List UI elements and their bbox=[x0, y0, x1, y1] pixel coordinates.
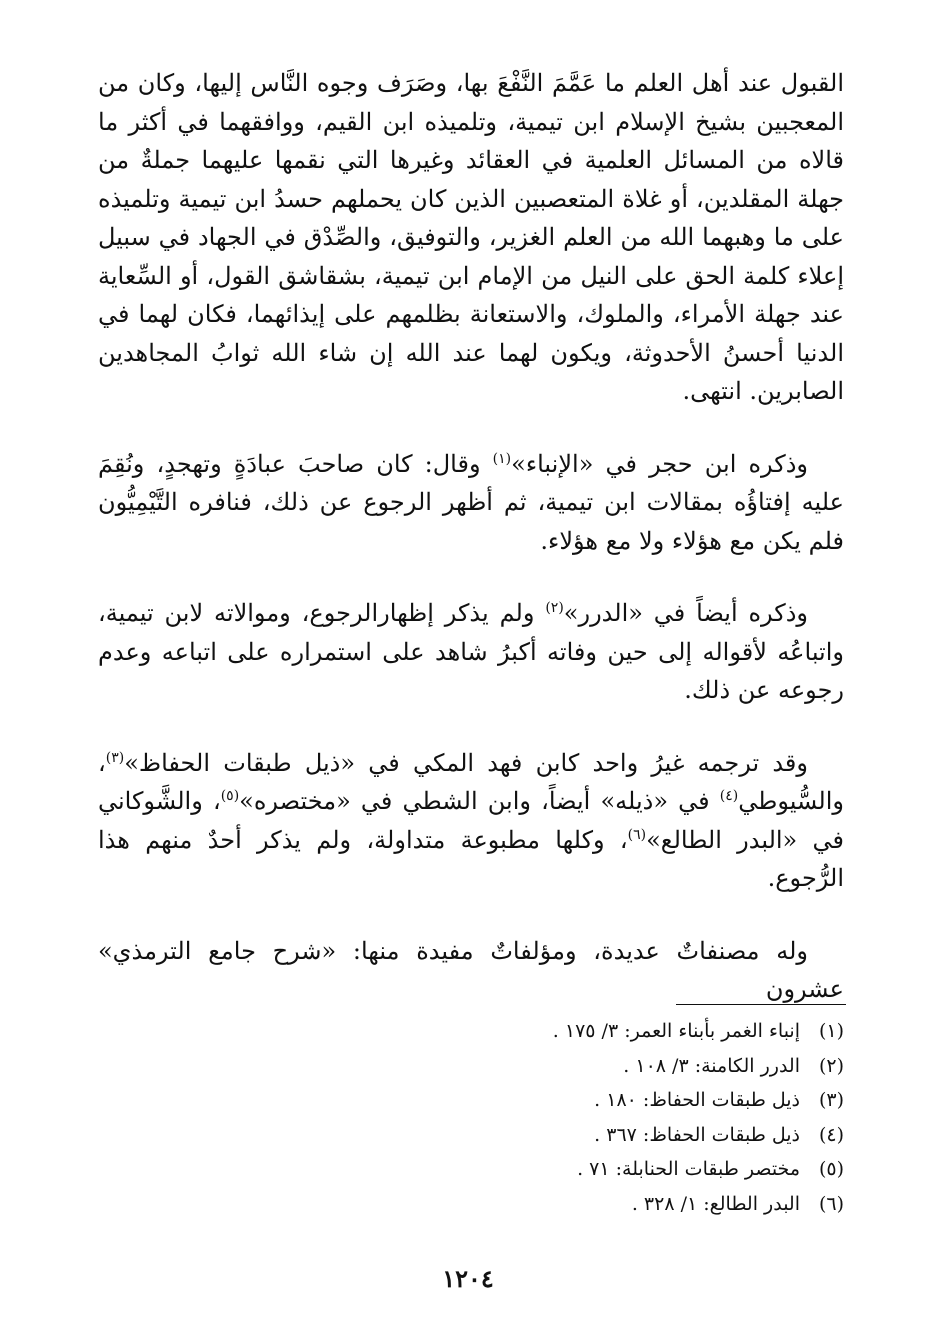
footnote-ref-3: (٣) bbox=[105, 749, 125, 766]
paragraph-2-text-a: وذكره ابن حجر في «الإنباء» bbox=[511, 449, 808, 478]
paragraph-1 bbox=[98, 64, 844, 411]
footnote-ref-2: (٢) bbox=[545, 600, 564, 616]
footnote-ref-5: (٥) bbox=[220, 788, 240, 804]
footnote-number: (٦) bbox=[818, 1192, 844, 1215]
footnote-text: مختصر طبقات الحنابلة: ٧١ . bbox=[577, 1158, 800, 1180]
footnote-number: (٤) bbox=[818, 1123, 844, 1146]
footnote-item bbox=[98, 1187, 844, 1222]
footnote-text: الدرر الكامنة: ٣/ ١٠٨ . bbox=[623, 1054, 800, 1077]
footnotes-list bbox=[98, 1014, 844, 1221]
paragraph-4-text-c: في «ذيله» أيضاً، وابن الشطي في «مختصره» bbox=[239, 787, 720, 815]
footnote-item bbox=[98, 1083, 844, 1118]
footnote-ref-1: (١) bbox=[492, 450, 512, 467]
paragraph-5-text: وله مصنفاتٌ عديدة، ومؤلفاتٌ مفيدة منها: «شرح جامع الترمذي» عشرون bbox=[98, 936, 844, 1003]
footnote-ref-6: (٦) bbox=[627, 826, 647, 843]
paragraph-2-text-b: وقال: كان صاحبَ عبادَةٍ وتهجدٍ، ونُقِمَ عليه إفتاؤُه بمقالات ابن تيمية، ثم أظهر الرجوع عن ذلك، فنافره التَّيْمِيُّون فلم يكن مع هؤلاء ولا مع هؤلاء. bbox=[98, 449, 844, 555]
footnote-number: (٣) bbox=[818, 1089, 844, 1111]
paragraph-4-text-e: ، وكلها مطبوعة متداولة، ولم يذكر أحدٌ منهم هذا الرُّجوع. bbox=[98, 825, 844, 892]
paragraph-5 bbox=[98, 932, 844, 1009]
footnote-item bbox=[98, 1152, 844, 1187]
footnote-ref-4: (٤) bbox=[719, 788, 739, 804]
paragraph-4-text-d: ، والشَّوكاني في «البدر الطالع» bbox=[98, 787, 845, 854]
paragraph-3-text-a: وذكره أيضاً في «الدرر» bbox=[563, 599, 808, 627]
footnote-item bbox=[98, 1118, 844, 1153]
page-number: ١٢٠٤ bbox=[442, 1264, 494, 1293]
paragraph-2 bbox=[98, 445, 844, 561]
paragraph-1-text: القبول عند أهل العلم ما عَمَّمَ النَّفْعَ بها، وصَرَف وجوه النَّاس إليها، وكان من المعجبين بشيخ الإسلام ابن تيمية، وتلميذه ابن القيم، ووافقهما في أكثر ما قالاه من المسائل العلمية في العقائد وغيرها التي نقمها عليهما جملةٌ من جهلة المقلدين، أو غلاة المتعصبين الذين كان يحملهم حسدُ ابن تيمية وتلميذه على ما وهبهما الله من العلم الغزير، والتوفيق، والصِّدْق في الجهاد في سبيل إعلاء كلمة الحق على النيل من الإمام ابن تيمية، بشقاشق القول، أو السِّعاية عند جهلة الأمراء، والملوك، والاستعانة بظلمهم على إيذائهما، فكان لهما في الدنيا أحسنُ الأحدوثة، ويكون لهما عند الله إن شاء الله ثوابُ المجاهدين الصابرين. انتهى. bbox=[98, 69, 844, 405]
footnote-item bbox=[98, 1049, 844, 1084]
footnote-number: (٥) bbox=[818, 1158, 844, 1180]
footnote-text: ذيل طبقات الحفاظ: ١٨٠ . bbox=[594, 1089, 800, 1111]
footnote-separator bbox=[676, 1004, 846, 1005]
footnote-text: البدر الطالع: ١/ ٣٢٨ . bbox=[631, 1192, 800, 1215]
paragraph-3 bbox=[98, 594, 844, 710]
paragraph-3-text-b: ولم يذكر إظهارالرجوع، وموالاته لابن تيمية، واتباعُه لأقواله إلى حين وفاته أكبرُ شاهد على استمراره على اتباعه وعدم رجوعه عن ذلك. bbox=[98, 599, 844, 704]
paragraph-4-text-a: وقد ترجمه غيرُ واحد كابن فهد المكي في «ذيل طبقات الحفاظ» bbox=[124, 748, 808, 777]
paragraph-4 bbox=[98, 744, 844, 898]
paragraph-4-text-b: ، والسُّيوطي bbox=[98, 748, 844, 815]
footnote-number: (١) bbox=[818, 1020, 844, 1042]
footnote-item bbox=[98, 1014, 844, 1049]
footnote-text: ذيل طبقات الحفاظ: ٣٦٧ . bbox=[594, 1123, 800, 1146]
footnote-number: (٢) bbox=[818, 1054, 844, 1077]
main-text bbox=[98, 64, 844, 1043]
footnote-text: إنباء الغمر بأبناء العمر: ٣/ ١٧٥ . bbox=[552, 1020, 800, 1042]
